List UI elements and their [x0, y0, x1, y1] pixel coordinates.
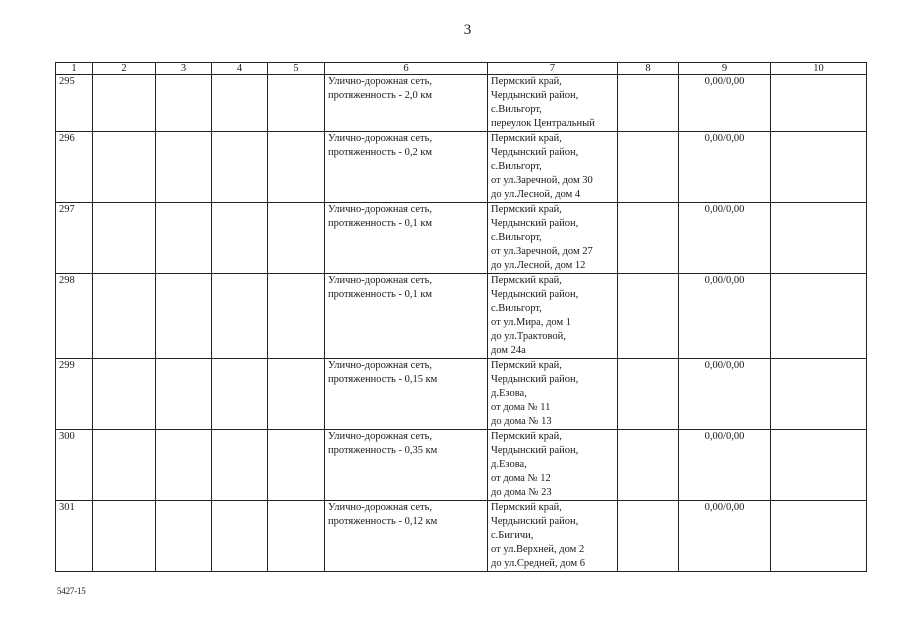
- object-value: 0,00/0,00: [679, 75, 771, 132]
- object-name: Улично-дорожная сеть, протяженность - 0,15 км: [325, 359, 488, 430]
- row-number: 297: [56, 203, 93, 274]
- row-number: 300: [56, 430, 93, 501]
- document-code: 5427-15: [57, 586, 86, 596]
- object-name: Улично-дорожная сеть, протяженность - 0,1 км: [325, 203, 488, 274]
- object-address: Пермский край, Чердынский район, с.Вильгорт, от ул.Заречной, дом 30 до ул.Лесной, дом 4: [488, 132, 618, 203]
- empty-cell: [268, 75, 325, 132]
- table-row: [56, 359, 867, 430]
- empty-cell: [93, 203, 156, 274]
- empty-cell: [771, 430, 867, 501]
- object-name: Улично-дорожная сеть, протяженность - 0,1 км: [325, 274, 488, 359]
- table-row: [56, 203, 867, 274]
- object-address: Пермский край, Чердынский район, д.Езова, от дома № 12 до дома № 23: [488, 430, 618, 501]
- empty-cell: [93, 274, 156, 359]
- column-header-6: 6: [325, 63, 488, 75]
- row-number: 298: [56, 274, 93, 359]
- empty-cell: [156, 75, 212, 132]
- object-name: Улично-дорожная сеть, протяженность - 0,2 км: [325, 132, 488, 203]
- object-address: Пермский край, Чердынский район, с.Вильгорт, переулок Центральный: [488, 75, 618, 132]
- object-name: Улично-дорожная сеть, протяженность - 0,12 км: [325, 501, 488, 572]
- column-header-1: 1: [56, 63, 93, 75]
- empty-cell: [618, 430, 679, 501]
- empty-cell: [93, 430, 156, 501]
- empty-cell: [212, 75, 268, 132]
- object-value: 0,00/0,00: [679, 430, 771, 501]
- column-header-3: 3: [156, 63, 212, 75]
- row-number: 301: [56, 501, 93, 572]
- empty-cell: [618, 359, 679, 430]
- table-row: [56, 132, 867, 203]
- column-header-5: 5: [268, 63, 325, 75]
- table-header-row: [56, 63, 867, 75]
- empty-cell: [93, 132, 156, 203]
- empty-cell: [156, 359, 212, 430]
- row-number: 296: [56, 132, 93, 203]
- table-row: [56, 75, 867, 132]
- empty-cell: [268, 203, 325, 274]
- empty-cell: [156, 203, 212, 274]
- row-number: 295: [56, 75, 93, 132]
- page-number: 3: [463, 22, 472, 38]
- object-name: Улично-дорожная сеть, протяженность - 0,35 км: [325, 430, 488, 501]
- column-header-8: 8: [618, 63, 679, 75]
- property-registry-table: [55, 62, 867, 572]
- empty-cell: [268, 274, 325, 359]
- object-address: Пермский край, Чердынский район, с.Вильгорт, от ул.Заречной, дом 27 до ул.Лесной, дом 12: [488, 203, 618, 274]
- empty-cell: [618, 274, 679, 359]
- empty-cell: [156, 274, 212, 359]
- column-header-9: 9: [679, 63, 771, 75]
- table-row: [56, 274, 867, 359]
- empty-cell: [618, 501, 679, 572]
- table-row: [56, 430, 867, 501]
- empty-cell: [618, 132, 679, 203]
- object-value: 0,00/0,00: [679, 274, 771, 359]
- empty-cell: [93, 359, 156, 430]
- empty-cell: [212, 274, 268, 359]
- empty-cell: [771, 132, 867, 203]
- object-name: Улично-дорожная сеть, протяженность - 2,0 км: [325, 75, 488, 132]
- empty-cell: [771, 203, 867, 274]
- object-value: 0,00/0,00: [679, 501, 771, 572]
- object-address: Пермский край, Чердынский район, с.Бигичи, от ул.Верхней, дом 2 до ул.Средней, дом 6: [488, 501, 618, 572]
- empty-cell: [268, 501, 325, 572]
- column-header-7: 7: [488, 63, 618, 75]
- table-row: [56, 501, 867, 572]
- empty-cell: [93, 75, 156, 132]
- empty-cell: [771, 274, 867, 359]
- empty-cell: [156, 132, 212, 203]
- empty-cell: [212, 501, 268, 572]
- empty-cell: [156, 430, 212, 501]
- empty-cell: [268, 430, 325, 501]
- row-number: 299: [56, 359, 93, 430]
- empty-cell: [212, 203, 268, 274]
- empty-cell: [212, 430, 268, 501]
- object-value: 0,00/0,00: [679, 359, 771, 430]
- empty-cell: [212, 132, 268, 203]
- empty-cell: [618, 75, 679, 132]
- empty-cell: [156, 501, 212, 572]
- empty-cell: [212, 359, 268, 430]
- empty-cell: [771, 75, 867, 132]
- empty-cell: [268, 132, 325, 203]
- column-header-10: 10: [771, 63, 867, 75]
- object-address: Пермский край, Чердынский район, с.Вильгорт, от ул.Мира, дом 1 до ул.Трактовой, дом 24а: [488, 274, 618, 359]
- empty-cell: [268, 359, 325, 430]
- empty-cell: [771, 501, 867, 572]
- object-address: Пермский край, Чердынский район, д.Езова, от дома № 11 до дома № 13: [488, 359, 618, 430]
- object-value: 0,00/0,00: [679, 203, 771, 274]
- empty-cell: [93, 501, 156, 572]
- column-header-2: 2: [93, 63, 156, 75]
- object-value: 0,00/0,00: [679, 132, 771, 203]
- column-header-4: 4: [212, 63, 268, 75]
- empty-cell: [771, 359, 867, 430]
- empty-cell: [618, 203, 679, 274]
